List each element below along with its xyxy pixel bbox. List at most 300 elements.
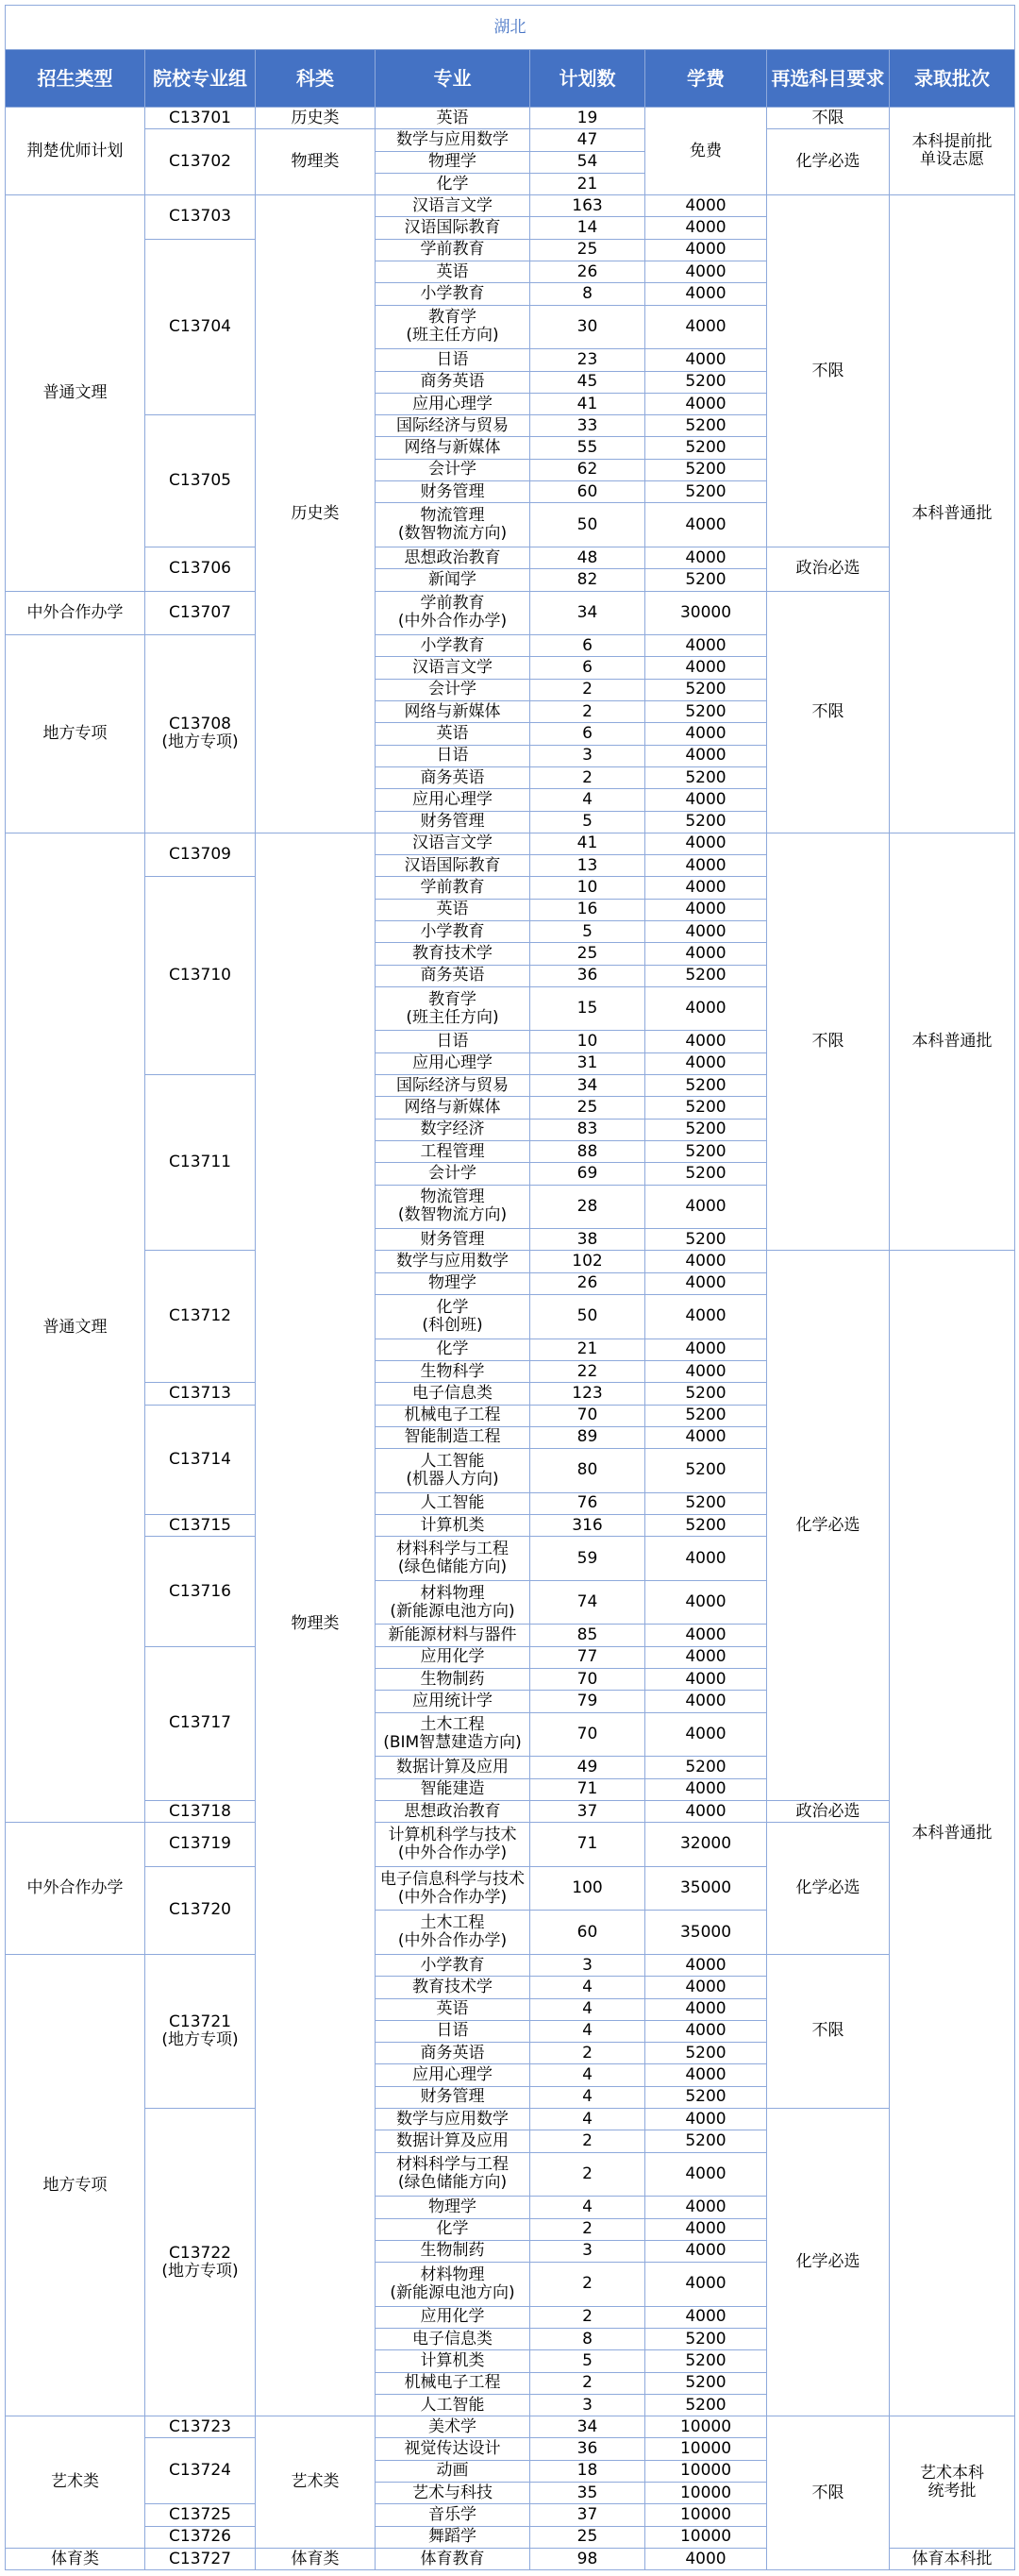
major-cell: 财务管理	[376, 481, 530, 503]
subject-category-cell: 历史类	[256, 108, 376, 129]
plan-count-cell: 31	[530, 1052, 645, 1074]
header-enroll-type: 招生类型	[6, 50, 145, 108]
tuition-cell: 4000	[645, 261, 767, 283]
major-cell: 电子信息类	[376, 2328, 530, 2349]
tuition-cell: 4000	[645, 195, 767, 217]
tuition-cell: 4000	[645, 833, 767, 854]
tuition-cell: 4000	[645, 2306, 767, 2328]
plan-count-cell: 4	[530, 2020, 645, 2042]
table-row	[6, 1823, 1015, 1867]
major-cell: 应用心理学	[376, 1052, 530, 1074]
major-cell: 小学教育	[376, 635, 530, 657]
enroll-type-cell: 体育类	[6, 2548, 145, 2569]
plan-count-cell: 60	[530, 481, 645, 503]
requirement-cell: 政治必选	[767, 547, 890, 591]
tuition-cell: 4000	[645, 943, 767, 965]
tuition-cell: 4000	[645, 1272, 767, 1294]
tuition-cell: 5200	[645, 459, 767, 480]
subject-category-cell: 体育类	[256, 2548, 376, 2569]
plan-count-cell: 34	[530, 591, 645, 635]
plan-count-cell: 3	[530, 745, 645, 766]
requirement-cell: 不限	[767, 108, 890, 129]
batch-cell: 体育本科批	[890, 2548, 1015, 2569]
plan-count-cell: 74	[530, 1580, 645, 1625]
group-code-cell	[145, 1405, 256, 1514]
plan-count-cell: 21	[530, 173, 645, 194]
plan-count-cell: 2	[530, 2043, 645, 2064]
header-subject-category: 科类	[256, 50, 376, 108]
plan-count-cell: 4	[530, 789, 645, 811]
major-cell: 学前教育	[376, 239, 530, 261]
major-cell: 小学教育	[376, 920, 530, 942]
enroll-type-cell: 中外合作办学	[6, 1823, 145, 1955]
plan-count-cell: 59	[530, 1537, 645, 1581]
tuition-cell: 4000	[645, 877, 767, 899]
major-cell: 英语	[376, 723, 530, 745]
tuition-cell: 4000	[645, 239, 767, 261]
major-cell: 应用化学	[376, 2306, 530, 2328]
major-cell: 数字经济	[376, 1119, 530, 1140]
tuition-cell: 32000	[645, 1823, 767, 1867]
major-cell: 财务管理	[376, 1229, 530, 1251]
plan-count-cell: 71	[530, 1823, 645, 1867]
plan-count-cell: 85	[530, 1625, 645, 1646]
major-cell: 教育学 (班主任方向)	[376, 986, 530, 1031]
enroll-type-cell: 地方专项	[6, 635, 145, 833]
group-code-cell	[145, 1383, 256, 1405]
plan-count-cell: 4	[530, 1977, 645, 1998]
tuition-cell: 35000	[645, 1911, 767, 1955]
major-cell: 汉语言文学	[376, 657, 530, 679]
plan-count-cell: 54	[530, 151, 645, 173]
plan-count-cell: 80	[530, 1449, 645, 1493]
batch-cell: 本科提前批 单设志愿	[890, 108, 1015, 195]
plan-count-cell: 8	[530, 2328, 645, 2349]
group-code-cell	[145, 2548, 256, 2569]
tuition-cell: 4000	[645, 2197, 767, 2218]
tuition-cell: 5200	[645, 1492, 767, 1514]
tuition-cell: 4000	[645, 1646, 767, 1668]
major-cell: 音乐学	[376, 2504, 530, 2526]
tuition-cell: 4000	[645, 745, 767, 766]
group-code-note: (地方专项)	[161, 2261, 239, 2281]
group-code: C13717	[169, 1713, 231, 1733]
major-cell: 应用心理学	[376, 789, 530, 811]
group-code: C13726	[169, 2527, 231, 2547]
enroll-type-cell: 艺术类	[6, 2416, 145, 2549]
major-cell: 数学与应用数学	[376, 2109, 530, 2130]
tuition-cell: 5200	[645, 2043, 767, 2064]
major-cell: 思想政治教育	[376, 1800, 530, 1822]
plan-count-cell: 4	[530, 2109, 645, 2130]
plan-count-cell: 55	[530, 437, 645, 459]
requirement-cell: 政治必选	[767, 1800, 890, 1822]
header-row	[6, 50, 1015, 108]
table-row	[6, 1800, 1015, 1822]
header-major: 专业	[376, 50, 530, 108]
major-cell: 人工智能	[376, 2394, 530, 2416]
plan-count-cell: 37	[530, 2504, 645, 2526]
table-row	[6, 833, 1015, 854]
major-cell: 财务管理	[376, 2086, 530, 2108]
requirement-cell: 不限	[767, 1954, 890, 2108]
tuition-cell: 5200	[645, 1119, 767, 1140]
plan-count-cell: 45	[530, 371, 645, 393]
table-row	[6, 129, 1015, 151]
tuition-cell: 4000	[645, 855, 767, 877]
batch-cell: 本科普通批	[890, 833, 1015, 1251]
plan-count-cell: 88	[530, 1140, 645, 1162]
plan-count-cell: 316	[530, 1515, 645, 1537]
plan-count-cell: 34	[530, 1075, 645, 1097]
plan-count-cell: 21	[530, 1339, 645, 1360]
tuition-cell: 4000	[645, 1669, 767, 1691]
tuition-cell: 10000	[645, 2416, 767, 2438]
major-cell: 艺术与科技	[376, 2483, 530, 2504]
plan-count-cell: 47	[530, 129, 645, 151]
major-cell: 商务英语	[376, 371, 530, 393]
major-cell: 汉语国际教育	[376, 217, 530, 239]
tuition-cell: 5200	[645, 415, 767, 437]
tuition-cell: 4000	[645, 2064, 767, 2086]
major-cell: 英语	[376, 108, 530, 129]
table-row	[6, 547, 1015, 568]
tuition-cell: 5200	[645, 811, 767, 833]
plan-count-cell: 79	[530, 1691, 645, 1712]
major-cell: 学前教育 (中外合作办学)	[376, 591, 530, 635]
tuition-cell: 5200	[645, 1449, 767, 1493]
major-cell: 化学 (科创班)	[376, 1295, 530, 1339]
plan-count-cell: 4	[530, 2064, 645, 2086]
group-code-cell	[145, 1646, 256, 1800]
major-cell: 日语	[376, 349, 530, 371]
major-cell: 舞蹈学	[376, 2526, 530, 2548]
tuition-cell: 4000	[645, 1251, 767, 1272]
group-code: C13705	[169, 471, 231, 491]
plan-count-cell: 23	[530, 349, 645, 371]
plan-count-cell: 34	[530, 2416, 645, 2438]
major-cell: 计算机类	[376, 2350, 530, 2372]
major-cell: 新闻学	[376, 569, 530, 591]
tuition-cell: 4000	[645, 657, 767, 679]
major-cell: 汉语国际教育	[376, 855, 530, 877]
tuition-cell: 4000	[645, 789, 767, 811]
plan-count-cell: 2	[530, 2306, 645, 2328]
major-cell: 思想政治教育	[376, 547, 530, 568]
tuition-cell: 5200	[645, 1140, 767, 1162]
batch-cell: 艺术本科 统考批	[890, 2416, 1015, 2549]
major-cell: 动画	[376, 2460, 530, 2482]
plan-count-cell: 26	[530, 1272, 645, 1294]
group-code: C13713	[169, 1383, 231, 1403]
header-batch: 录取批次	[890, 50, 1015, 108]
tuition-cell: 5200	[645, 1757, 767, 1778]
requirement-cell: 不限	[767, 833, 890, 1251]
major-cell: 数据计算及应用	[376, 2130, 530, 2152]
plan-count-cell: 3	[530, 2394, 645, 2416]
group-code-cell	[145, 547, 256, 591]
plan-count-cell: 38	[530, 1229, 645, 1251]
group-code-cell	[145, 1866, 256, 1954]
major-cell: 物流管理 (数智物流方向)	[376, 503, 530, 547]
group-code-cell	[145, 591, 256, 635]
major-cell: 小学教育	[376, 1954, 530, 1976]
major-cell: 机械电子工程	[376, 1405, 530, 1426]
plan-count-cell: 28	[530, 1185, 645, 1229]
tuition-cell: 4000	[645, 305, 767, 349]
tuition-cell: 5200	[645, 1097, 767, 1119]
plan-count-cell: 36	[530, 2438, 645, 2460]
plan-count-cell: 2	[530, 2218, 645, 2240]
tuition-cell: 5200	[645, 679, 767, 700]
tuition-cell: 4000	[645, 1778, 767, 1800]
plan-count-cell: 2	[530, 766, 645, 788]
group-code-cell	[145, 1251, 256, 1383]
plan-count-cell: 41	[530, 833, 645, 854]
group-code-cell	[145, 2109, 256, 2416]
header-tuition: 学费	[645, 50, 767, 108]
group-code-cell	[145, 415, 256, 547]
major-cell: 汉语言文学	[376, 833, 530, 854]
tuition-cell: 5200	[645, 1229, 767, 1251]
plan-count-cell: 50	[530, 503, 645, 547]
plan-count-cell: 25	[530, 239, 645, 261]
plan-count-cell: 5	[530, 920, 645, 942]
tuition-cell: 4000	[645, 1691, 767, 1712]
group-code: C13706	[169, 559, 231, 579]
requirement-cell: 化学必选	[767, 129, 890, 195]
tuition-cell: 10000	[645, 2526, 767, 2548]
major-cell: 商务英语	[376, 965, 530, 986]
major-cell: 网络与新媒体	[376, 437, 530, 459]
major-cell: 智能制造工程	[376, 1426, 530, 1448]
tuition-cell: 4000	[645, 1031, 767, 1052]
plan-count-cell: 25	[530, 1097, 645, 1119]
tuition-cell: 5200	[645, 1075, 767, 1097]
major-cell: 应用化学	[376, 1646, 530, 1668]
major-cell: 智能建造	[376, 1778, 530, 1800]
plan-count-cell: 19	[530, 108, 645, 129]
tuition-cell: 5200	[645, 371, 767, 393]
group-code: C13718	[169, 1801, 231, 1821]
subject-category-cell: 物理类	[256, 129, 376, 195]
group-code-cell	[145, 2438, 256, 2504]
major-cell: 工程管理	[376, 1140, 530, 1162]
major-cell: 计算机类	[376, 1515, 530, 1537]
tuition-cell: 4000	[645, 2020, 767, 2042]
tuition-cell: 4000	[645, 1426, 767, 1448]
plan-count-cell: 4	[530, 2197, 645, 2218]
tuition-cell: 5200	[645, 2372, 767, 2394]
plan-count-cell: 5	[530, 811, 645, 833]
tuition-cell: 4000	[645, 2263, 767, 2307]
title-row	[6, 6, 1015, 50]
major-cell: 电子信息类	[376, 1383, 530, 1405]
major-cell: 财务管理	[376, 811, 530, 833]
tuition-cell: 4000	[645, 1360, 767, 1382]
major-cell: 物理学	[376, 2197, 530, 2218]
major-cell: 材料物理 (新能源电池方向)	[376, 1580, 530, 1625]
requirement-cell: 化学必选	[767, 2109, 890, 2416]
group-code: C13711	[169, 1153, 231, 1172]
group-code-cell	[145, 1537, 256, 1646]
major-cell: 机械电子工程	[376, 2372, 530, 2394]
plan-count-cell: 2	[530, 2130, 645, 2152]
tuition-cell: 4000	[645, 283, 767, 305]
tuition-cell: 4000	[645, 723, 767, 745]
tuition-cell: 5200	[645, 1383, 767, 1405]
tuition-cell: 10000	[645, 2438, 767, 2460]
major-cell: 日语	[376, 1031, 530, 1052]
major-cell: 英语	[376, 1998, 530, 2020]
group-code: C13708	[169, 715, 231, 734]
table-row	[6, 2109, 1015, 2130]
major-cell: 数学与应用数学	[376, 1251, 530, 1272]
group-code-cell	[145, 1954, 256, 2108]
group-code-cell	[145, 1823, 256, 1867]
plan-count-cell: 25	[530, 2526, 645, 2548]
tuition-cell: 4000	[645, 1998, 767, 2020]
tuition-cell: 4000	[645, 1580, 767, 1625]
plan-count-cell: 102	[530, 1251, 645, 1272]
group-code: C13723	[169, 2416, 231, 2436]
group-code-cell	[145, 877, 256, 1075]
tuition-cell: 10000	[645, 2483, 767, 2504]
tuition-cell: 5200	[645, 965, 767, 986]
major-cell: 材料科学与工程 (绿色储能方向)	[376, 1537, 530, 1581]
plan-count-cell: 15	[530, 986, 645, 1031]
tuition-cell: 5200	[645, 1515, 767, 1537]
major-cell: 生物制药	[376, 1669, 530, 1691]
major-cell: 会计学	[376, 459, 530, 480]
major-cell: 土木工程 (中外合作办学)	[376, 1911, 530, 1955]
group-code: C13702	[169, 152, 231, 172]
major-cell: 人工智能	[376, 1492, 530, 1514]
plan-count-cell: 2	[530, 679, 645, 700]
tuition-cell: 4000	[645, 2548, 767, 2569]
major-cell: 英语	[376, 261, 530, 283]
major-cell: 网络与新媒体	[376, 701, 530, 723]
tuition-cell: 30000	[645, 591, 767, 635]
plan-count-cell: 123	[530, 1383, 645, 1405]
major-cell: 化学	[376, 173, 530, 194]
major-cell: 国际经济与贸易	[376, 1075, 530, 1097]
plan-count-cell: 4	[530, 2086, 645, 2108]
major-cell: 网络与新媒体	[376, 1097, 530, 1119]
major-cell: 生物制药	[376, 2240, 530, 2262]
plan-count-cell: 89	[530, 1426, 645, 1448]
plan-count-cell: 76	[530, 1492, 645, 1514]
tuition-cell: 4000	[645, 349, 767, 371]
group-code-cell	[145, 108, 256, 129]
major-cell: 物理学	[376, 151, 530, 173]
tuition-cell: 4000	[645, 217, 767, 239]
tuition-cell: 免费	[645, 108, 767, 195]
group-code: C13710	[169, 966, 231, 985]
tuition-cell: 5200	[645, 766, 767, 788]
tuition-cell: 5200	[645, 437, 767, 459]
tuition-cell: 5200	[645, 2086, 767, 2108]
tuition-cell: 4000	[645, 986, 767, 1031]
group-code: C13707	[169, 602, 231, 622]
plan-count-cell: 14	[530, 217, 645, 239]
requirement-cell: 化学必选	[767, 1251, 890, 1800]
plan-count-cell: 2	[530, 701, 645, 723]
tuition-cell: 4000	[645, 1625, 767, 1646]
plan-count-cell: 60	[530, 1911, 645, 1955]
group-code: C13715	[169, 1515, 231, 1535]
plan-count-cell: 70	[530, 1405, 645, 1426]
enroll-type-cell: 普通文理	[6, 195, 145, 591]
major-cell: 会计学	[376, 679, 530, 700]
major-cell: 应用统计学	[376, 1691, 530, 1712]
tuition-cell: 5200	[645, 2350, 767, 2372]
subject-category-cell: 艺术类	[256, 2416, 376, 2549]
plan-count-cell: 30	[530, 305, 645, 349]
major-cell: 计算机科学与技术 (中外合作办学)	[376, 1823, 530, 1867]
plan-count-cell: 25	[530, 943, 645, 965]
plan-count-cell: 6	[530, 723, 645, 745]
plan-count-cell: 100	[530, 1866, 645, 1911]
tuition-cell: 4000	[645, 635, 767, 657]
plan-count-cell: 5	[530, 2350, 645, 2372]
plan-count-cell: 50	[530, 1295, 645, 1339]
tuition-cell: 5200	[645, 2328, 767, 2349]
major-cell: 美术学	[376, 2416, 530, 2438]
tuition-cell: 4000	[645, 503, 767, 547]
plan-count-cell: 77	[530, 1646, 645, 1668]
tuition-cell: 5200	[645, 2130, 767, 2152]
enroll-type-cell: 普通文理	[6, 833, 145, 1822]
major-cell: 商务英语	[376, 766, 530, 788]
major-cell: 应用心理学	[376, 393, 530, 414]
admission-plan-table	[5, 5, 1015, 2570]
tuition-cell: 5200	[645, 2394, 767, 2416]
major-cell: 小学教育	[376, 283, 530, 305]
major-cell: 材料物理 (新能源电池方向)	[376, 2263, 530, 2307]
table-row	[6, 2416, 1015, 2438]
major-cell: 商务英语	[376, 2043, 530, 2064]
plan-count-cell: 2	[530, 2372, 645, 2394]
major-cell: 数据计算及应用	[376, 1757, 530, 1778]
major-cell: 化学	[376, 1339, 530, 1360]
tuition-cell: 4000	[645, 1977, 767, 1998]
plan-count-cell: 62	[530, 459, 645, 480]
major-cell: 汉语言文学	[376, 195, 530, 217]
plan-count-cell: 2	[530, 2152, 645, 2197]
tuition-cell: 4000	[645, 2152, 767, 2197]
group-code: C13721	[169, 2012, 231, 2031]
tuition-cell: 4000	[645, 1537, 767, 1581]
plan-count-cell: 3	[530, 2240, 645, 2262]
plan-count-cell: 82	[530, 569, 645, 591]
table-head	[6, 6, 1015, 108]
plan-count-cell: 49	[530, 1757, 645, 1778]
tuition-cell: 5200	[645, 569, 767, 591]
plan-count-cell: 3	[530, 1954, 645, 1976]
major-cell: 物理学	[376, 1272, 530, 1294]
plan-count-cell: 2	[530, 2263, 645, 2307]
major-cell: 物流管理 (数智物流方向)	[376, 1185, 530, 1229]
group-code-cell	[145, 2416, 256, 2438]
table-row	[6, 591, 1015, 635]
group-code-cell	[145, 195, 256, 240]
major-cell: 数学与应用数学	[376, 129, 530, 151]
group-code: C13725	[169, 2505, 231, 2524]
plan-count-cell: 98	[530, 2548, 645, 2569]
plan-count-cell: 48	[530, 547, 645, 568]
tuition-cell: 4000	[645, 547, 767, 568]
